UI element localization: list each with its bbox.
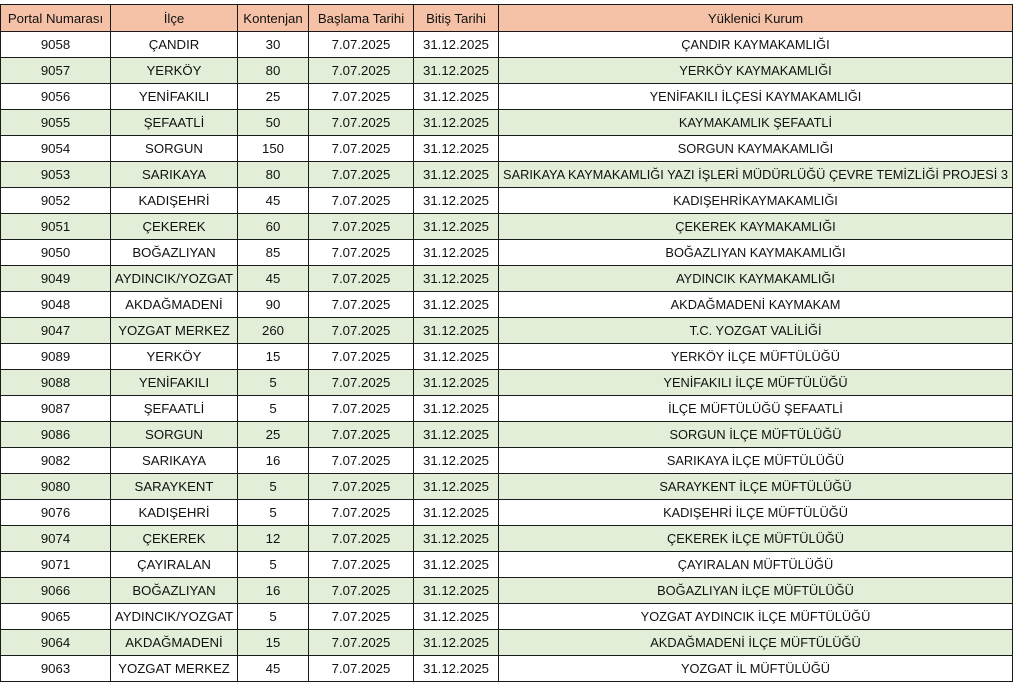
- portal-number-cell: 9051: [1, 214, 111, 240]
- district-cell: ŞEFAATLİ: [111, 396, 238, 422]
- header-portal-number: Portal Numarası: [1, 5, 111, 32]
- contractor-cell: YERKÖY KAYMAKAMLIĞI: [499, 58, 1013, 84]
- table-row: [1, 370, 1013, 396]
- district-cell: AYDINCIK/YOZGAT: [111, 604, 238, 630]
- table-body: [1, 32, 1013, 682]
- portal-number-cell: 9047: [1, 318, 111, 344]
- district-cell: SORGUN: [111, 136, 238, 162]
- portal-number-cell: 9074: [1, 526, 111, 552]
- table-row: [1, 32, 1013, 58]
- start-date-cell: 7.07.2025: [309, 292, 414, 318]
- contractor-cell: BOĞAZLIYAN İLÇE MÜFTÜLÜĞÜ: [499, 578, 1013, 604]
- quota-cell: 25: [238, 422, 309, 448]
- start-date-cell: 7.07.2025: [309, 214, 414, 240]
- portal-number-cell: 9050: [1, 240, 111, 266]
- portal-number-cell: 9058: [1, 32, 111, 58]
- contractor-cell: T.C. YOZGAT VALİLİĞİ: [499, 318, 1013, 344]
- district-cell: SORGUN: [111, 422, 238, 448]
- end-date-cell: 31.12.2025: [414, 656, 499, 682]
- header-district: İlçe: [111, 5, 238, 32]
- quota-cell: 45: [238, 656, 309, 682]
- contractor-cell: YENİFAKILI İLÇE MÜFTÜLÜĞÜ: [499, 370, 1013, 396]
- start-date-cell: 7.07.2025: [309, 188, 414, 214]
- district-cell: ÇANDIR: [111, 32, 238, 58]
- end-date-cell: 31.12.2025: [414, 500, 499, 526]
- contractor-cell: KADIŞEHRİ İLÇE MÜFTÜLÜĞÜ: [499, 500, 1013, 526]
- start-date-cell: 7.07.2025: [309, 656, 414, 682]
- end-date-cell: 31.12.2025: [414, 214, 499, 240]
- end-date-cell: 31.12.2025: [414, 240, 499, 266]
- portal-number-cell: 9065: [1, 604, 111, 630]
- table-row: [1, 318, 1013, 344]
- quota-cell: 90: [238, 292, 309, 318]
- contractor-cell: YOZGAT İL MÜFTÜLÜĞÜ: [499, 656, 1013, 682]
- table-row: [1, 448, 1013, 474]
- portal-number-cell: 9055: [1, 110, 111, 136]
- portal-number-cell: 9089: [1, 344, 111, 370]
- portal-number-cell: 9063: [1, 656, 111, 682]
- district-cell: SARAYKENT: [111, 474, 238, 500]
- quota-cell: 16: [238, 578, 309, 604]
- quota-cell: 5: [238, 500, 309, 526]
- start-date-cell: 7.07.2025: [309, 266, 414, 292]
- end-date-cell: 31.12.2025: [414, 422, 499, 448]
- start-date-cell: 7.07.2025: [309, 370, 414, 396]
- table-row: [1, 500, 1013, 526]
- district-cell: YOZGAT MERKEZ: [111, 656, 238, 682]
- end-date-cell: 31.12.2025: [414, 318, 499, 344]
- header-contractor: Yüklenici Kurum: [499, 5, 1013, 32]
- contractor-cell: ÇAYIRALAN MÜFTÜLÜĞÜ: [499, 552, 1013, 578]
- table-row: [1, 474, 1013, 500]
- district-cell: ÇEKEREK: [111, 526, 238, 552]
- quota-cell: 12: [238, 526, 309, 552]
- portal-number-cell: 9066: [1, 578, 111, 604]
- quota-cell: 80: [238, 162, 309, 188]
- contractor-cell: SARIKAYA İLÇE MÜFTÜLÜĞÜ: [499, 448, 1013, 474]
- quota-cell: 45: [238, 266, 309, 292]
- table-row: [1, 630, 1013, 656]
- start-date-cell: 7.07.2025: [309, 422, 414, 448]
- spreadsheet: [0, 4, 1012, 682]
- contractor-cell: KADIŞEHRİKAYMAKAMLIĞI: [499, 188, 1013, 214]
- table-row: [1, 422, 1013, 448]
- contractor-cell: ÇEKEREK İLÇE MÜFTÜLÜĞÜ: [499, 526, 1013, 552]
- portal-number-cell: 9086: [1, 422, 111, 448]
- portal-number-cell: 9053: [1, 162, 111, 188]
- table-row: [1, 58, 1013, 84]
- contractor-cell: AKDAĞMADENİ İLÇE MÜFTÜLÜĞÜ: [499, 630, 1013, 656]
- contractor-cell: YENİFAKILI İLÇESİ KAYMAKAMLIĞI: [499, 84, 1013, 110]
- district-cell: KADIŞEHRİ: [111, 188, 238, 214]
- portal-number-cell: 9076: [1, 500, 111, 526]
- district-cell: YENİFAKILI: [111, 370, 238, 396]
- district-cell: BOĞAZLIYAN: [111, 240, 238, 266]
- contractor-cell: AYDINCIK KAYMAKAMLIĞI: [499, 266, 1013, 292]
- district-cell: BOĞAZLIYAN: [111, 578, 238, 604]
- table-row: [1, 578, 1013, 604]
- portal-number-cell: 9087: [1, 396, 111, 422]
- table-row: [1, 188, 1013, 214]
- quota-cell: 260: [238, 318, 309, 344]
- table-row: [1, 292, 1013, 318]
- contractor-cell: YOZGAT AYDINCIK İLÇE MÜFTÜLÜĞÜ: [499, 604, 1013, 630]
- portal-number-cell: 9048: [1, 292, 111, 318]
- contractor-cell: BOĞAZLIYAN KAYMAKAMLIĞI: [499, 240, 1013, 266]
- header-quota: Kontenjan: [238, 5, 309, 32]
- table-row: [1, 604, 1013, 630]
- table-row: [1, 84, 1013, 110]
- portal-number-cell: 9080: [1, 474, 111, 500]
- end-date-cell: 31.12.2025: [414, 448, 499, 474]
- table-header: [1, 5, 1013, 32]
- start-date-cell: 7.07.2025: [309, 84, 414, 110]
- contractor-cell: ÇANDIR KAYMAKAMLIĞI: [499, 32, 1013, 58]
- portal-number-cell: 9088: [1, 370, 111, 396]
- header-end-date: Bitiş Tarihi: [414, 5, 499, 32]
- contractor-cell: AKDAĞMADENİ KAYMAKAM: [499, 292, 1013, 318]
- start-date-cell: 7.07.2025: [309, 604, 414, 630]
- quota-cell: 25: [238, 84, 309, 110]
- start-date-cell: 7.07.2025: [309, 552, 414, 578]
- end-date-cell: 31.12.2025: [414, 344, 499, 370]
- contractor-cell: KAYMAKAMLIK ŞEFAATLİ: [499, 110, 1013, 136]
- table-row: [1, 214, 1013, 240]
- start-date-cell: 7.07.2025: [309, 318, 414, 344]
- quota-cell: 5: [238, 370, 309, 396]
- start-date-cell: 7.07.2025: [309, 344, 414, 370]
- start-date-cell: 7.07.2025: [309, 526, 414, 552]
- contractor-cell: SARAYKENT İLÇE MÜFTÜLÜĞÜ: [499, 474, 1013, 500]
- quota-cell: 80: [238, 58, 309, 84]
- table-row: [1, 162, 1013, 188]
- start-date-cell: 7.07.2025: [309, 500, 414, 526]
- contractor-cell: YERKÖY İLÇE MÜFTÜLÜĞÜ: [499, 344, 1013, 370]
- quota-cell: 15: [238, 630, 309, 656]
- end-date-cell: 31.12.2025: [414, 266, 499, 292]
- start-date-cell: 7.07.2025: [309, 578, 414, 604]
- quota-cell: 30: [238, 32, 309, 58]
- end-date-cell: 31.12.2025: [414, 58, 499, 84]
- contractor-cell: SORGUN KAYMAKAMLIĞI: [499, 136, 1013, 162]
- start-date-cell: 7.07.2025: [309, 32, 414, 58]
- end-date-cell: 31.12.2025: [414, 32, 499, 58]
- district-cell: SARIKAYA: [111, 162, 238, 188]
- district-cell: ÇEKEREK: [111, 214, 238, 240]
- end-date-cell: 31.12.2025: [414, 396, 499, 422]
- start-date-cell: 7.07.2025: [309, 396, 414, 422]
- quota-cell: 15: [238, 344, 309, 370]
- start-date-cell: 7.07.2025: [309, 110, 414, 136]
- district-cell: AKDAĞMADENİ: [111, 292, 238, 318]
- quota-cell: 16: [238, 448, 309, 474]
- contractor-cell: İLÇE MÜFTÜLÜĞÜ ŞEFAATLİ: [499, 396, 1013, 422]
- start-date-cell: 7.07.2025: [309, 448, 414, 474]
- district-cell: YENİFAKILI: [111, 84, 238, 110]
- quota-cell: 85: [238, 240, 309, 266]
- end-date-cell: 31.12.2025: [414, 84, 499, 110]
- district-cell: AYDINCIK/YOZGAT: [111, 266, 238, 292]
- end-date-cell: 31.12.2025: [414, 370, 499, 396]
- start-date-cell: 7.07.2025: [309, 474, 414, 500]
- quota-cell: 60: [238, 214, 309, 240]
- end-date-cell: 31.12.2025: [414, 292, 499, 318]
- table-row: [1, 240, 1013, 266]
- contractor-table: [0, 4, 1013, 682]
- start-date-cell: 7.07.2025: [309, 630, 414, 656]
- header-start-date: Başlama Tarihi: [309, 5, 414, 32]
- portal-number-cell: 9082: [1, 448, 111, 474]
- portal-number-cell: 9056: [1, 84, 111, 110]
- district-cell: YERKÖY: [111, 58, 238, 84]
- portal-number-cell: 9057: [1, 58, 111, 84]
- header-row: [1, 5, 1013, 32]
- table-row: [1, 110, 1013, 136]
- table-row: [1, 396, 1013, 422]
- district-cell: SARIKAYA: [111, 448, 238, 474]
- quota-cell: 50: [238, 110, 309, 136]
- contractor-cell: SARIKAYA KAYMAKAMLIĞI YAZI İŞLERİ MÜDÜRLÜĞÜ ÇEVRE TEMİZLİĞİ PROJESİ 3: [499, 162, 1013, 188]
- end-date-cell: 31.12.2025: [414, 630, 499, 656]
- table-row: [1, 526, 1013, 552]
- quota-cell: 5: [238, 474, 309, 500]
- start-date-cell: 7.07.2025: [309, 58, 414, 84]
- end-date-cell: 31.12.2025: [414, 526, 499, 552]
- table-row: [1, 656, 1013, 682]
- district-cell: ÇAYIRALAN: [111, 552, 238, 578]
- portal-number-cell: 9071: [1, 552, 111, 578]
- district-cell: KADIŞEHRİ: [111, 500, 238, 526]
- contractor-cell: ÇEKEREK KAYMAKAMLIĞI: [499, 214, 1013, 240]
- end-date-cell: 31.12.2025: [414, 552, 499, 578]
- portal-number-cell: 9064: [1, 630, 111, 656]
- quota-cell: 5: [238, 396, 309, 422]
- district-cell: AKDAĞMADENİ: [111, 630, 238, 656]
- district-cell: ŞEFAATLİ: [111, 110, 238, 136]
- quota-cell: 5: [238, 552, 309, 578]
- district-cell: YOZGAT MERKEZ: [111, 318, 238, 344]
- end-date-cell: 31.12.2025: [414, 162, 499, 188]
- quota-cell: 150: [238, 136, 309, 162]
- table-row: [1, 344, 1013, 370]
- start-date-cell: 7.07.2025: [309, 240, 414, 266]
- portal-number-cell: 9049: [1, 266, 111, 292]
- end-date-cell: 31.12.2025: [414, 578, 499, 604]
- table-row: [1, 136, 1013, 162]
- portal-number-cell: 9054: [1, 136, 111, 162]
- end-date-cell: 31.12.2025: [414, 188, 499, 214]
- end-date-cell: 31.12.2025: [414, 110, 499, 136]
- district-cell: YERKÖY: [111, 344, 238, 370]
- end-date-cell: 31.12.2025: [414, 474, 499, 500]
- table-row: [1, 552, 1013, 578]
- start-date-cell: 7.07.2025: [309, 162, 414, 188]
- end-date-cell: 31.12.2025: [414, 136, 499, 162]
- quota-cell: 45: [238, 188, 309, 214]
- table-row: [1, 266, 1013, 292]
- end-date-cell: 31.12.2025: [414, 604, 499, 630]
- start-date-cell: 7.07.2025: [309, 136, 414, 162]
- contractor-cell: SORGUN İLÇE MÜFTÜLÜĞÜ: [499, 422, 1013, 448]
- portal-number-cell: 9052: [1, 188, 111, 214]
- quota-cell: 5: [238, 604, 309, 630]
